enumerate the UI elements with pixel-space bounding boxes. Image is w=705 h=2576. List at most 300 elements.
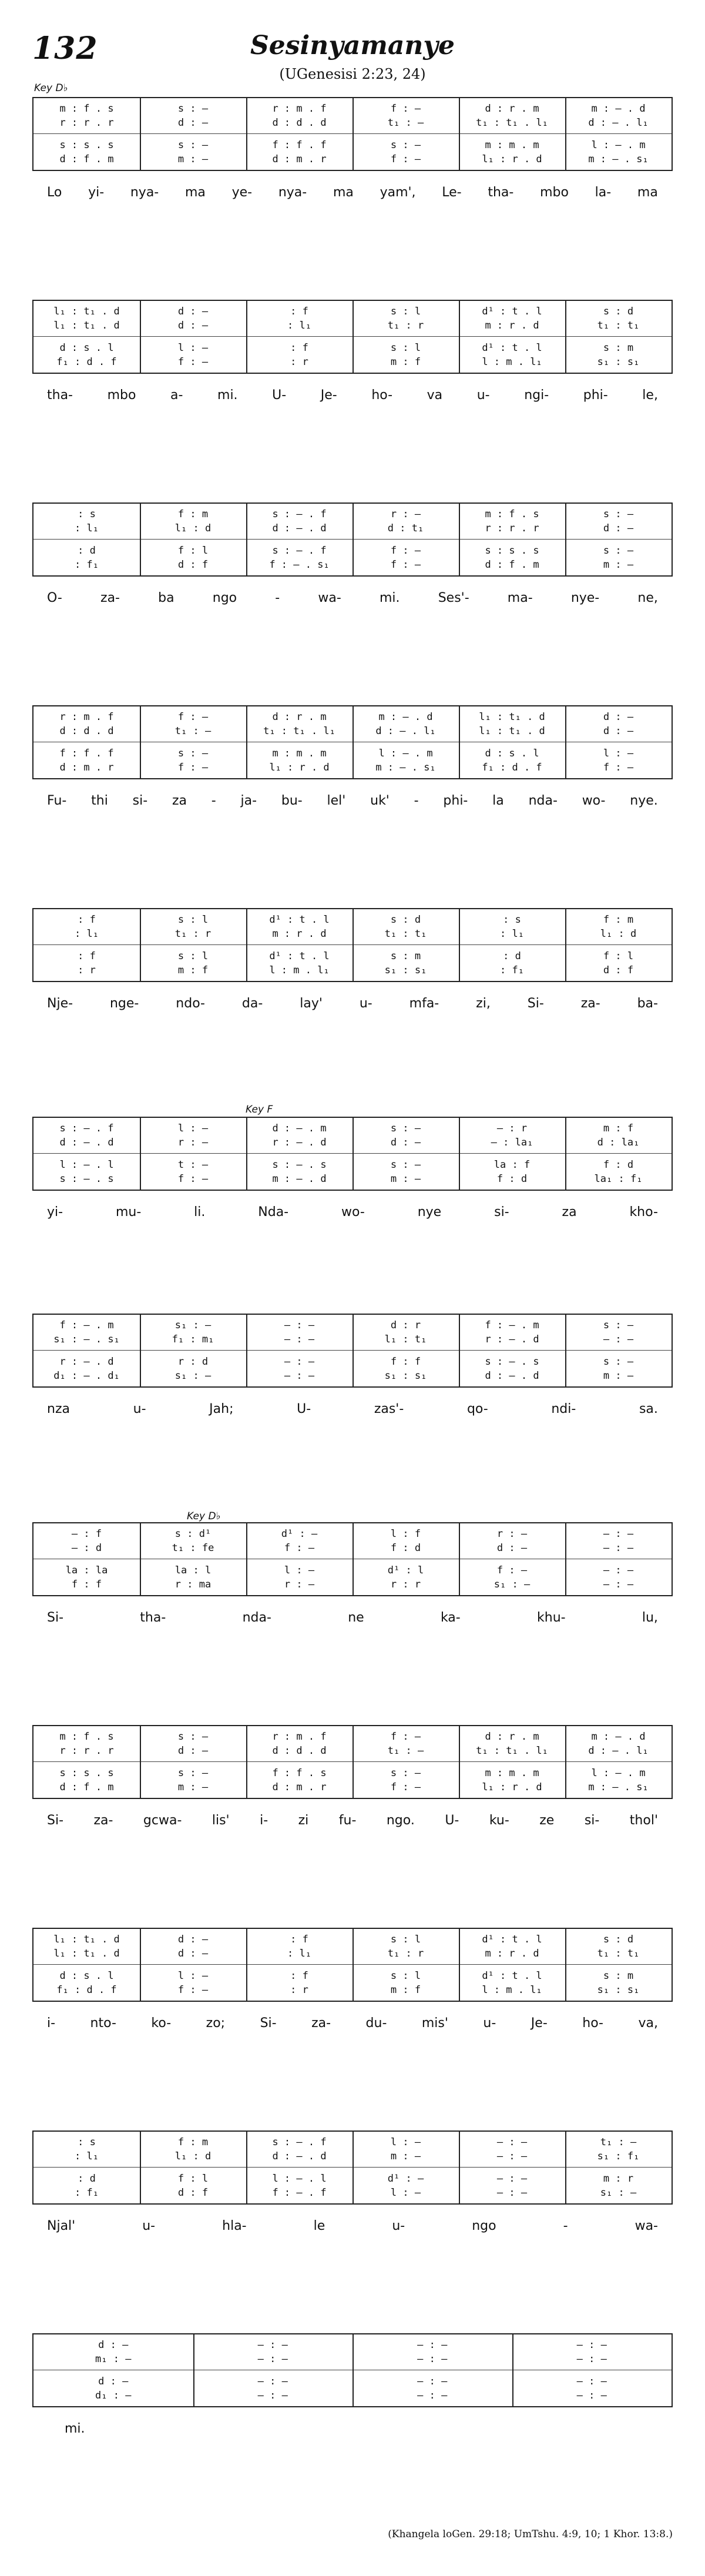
measure-notes: t₁ : t₁: [597, 1948, 640, 1959]
measure-notes: r : r . r: [485, 522, 539, 534]
measure-notes: s : s . s: [59, 1767, 114, 1779]
measure-notes: f : f . f: [59, 748, 114, 759]
measure-notes: d : f: [177, 2187, 209, 2199]
lyric-syllable: Je-: [320, 388, 337, 403]
lyric-syllable: ye-: [231, 185, 253, 200]
measure-notes: d : —: [177, 1745, 209, 1757]
measure-notes: d₁ : —: [95, 2390, 132, 2401]
measure-notes: l₁ : t₁: [384, 1334, 427, 1345]
measure-notes: r : m . f: [272, 103, 327, 115]
lyric-syllable: Je-: [531, 2016, 548, 2031]
measure-notes: s : —: [177, 103, 209, 115]
measure-notes: l : f: [390, 1528, 421, 1540]
measure-notes: f : —: [496, 1565, 528, 1576]
measure-notes: d : — . d: [485, 1370, 539, 1382]
hymn-subtitle: (UGenesisi 2:23, 24): [279, 66, 426, 82]
measure-notes: d : f . m: [485, 559, 539, 571]
key-signature: Key D♭: [34, 82, 68, 94]
measure-notes: — : r: [496, 1123, 528, 1134]
voice-row: [33, 927, 672, 941]
measure-notes: t₁ : —: [387, 1745, 424, 1757]
voice-row: [33, 1577, 672, 1592]
measure-notes: f : —: [390, 153, 421, 165]
measure-notes: m : f . s: [59, 103, 114, 115]
measure-notes: m : f: [177, 964, 209, 976]
lyric-syllable: za-: [580, 996, 600, 1011]
voice-row: [33, 1527, 672, 1541]
measure-notes: r : — . d: [59, 1356, 114, 1368]
measure-notes: : d: [78, 2173, 96, 2185]
measure-notes: d : r . m: [272, 711, 327, 723]
measure-notes: m : m . m: [485, 1767, 539, 1779]
music-system: [32, 2131, 673, 2205]
lyric-syllable: kho-: [629, 1205, 658, 1220]
music-system: [32, 1117, 673, 1191]
voice-row: [33, 1932, 672, 1947]
lyrics-line: [47, 388, 658, 403]
measure-notes: d : m . r: [272, 1781, 327, 1793]
lyric-syllable: zas'-: [374, 1402, 404, 1416]
measure-notes: s : d: [390, 914, 421, 926]
measure-notes: — : —: [603, 1528, 634, 1540]
measure-notes: d : —: [603, 725, 634, 737]
measure-notes: m : —: [603, 1370, 634, 1382]
lyric-syllable: mbo: [540, 185, 569, 200]
measure-notes: s : d¹: [174, 1528, 212, 1540]
voice-row: [33, 1730, 672, 1744]
measure-notes: m : — . d: [378, 711, 433, 723]
lyric-syllable: Si-: [527, 996, 544, 1011]
measure-notes: f : l: [177, 545, 209, 557]
lyric-syllable: ka-: [440, 1610, 461, 1625]
lyric-syllable: nye-: [570, 591, 600, 605]
voice-row: [33, 304, 672, 319]
lyric-syllable: nya-: [130, 185, 159, 200]
measure-notes: : l₁: [75, 928, 99, 940]
measure-notes: l₁ : d: [600, 928, 637, 940]
measure-notes: t₁ : —: [174, 725, 212, 737]
measure-notes: d : m . r: [59, 762, 114, 773]
lyric-syllable: Ses'-: [438, 591, 469, 605]
voice-row: [33, 1172, 672, 1186]
measure-notes: f : d: [603, 1159, 634, 1171]
hymn-number: 132: [32, 31, 98, 66]
measure-notes: s₁ : f₁: [597, 2150, 640, 2162]
voice-row: [33, 1780, 672, 1794]
measure-notes: t₁ : —: [387, 117, 424, 129]
lyric-syllable: za-: [93, 1813, 113, 1828]
measure-notes: m : f . s: [59, 1731, 114, 1743]
lyric-syllable: ja-: [240, 793, 257, 808]
lyric-syllable: hla-: [222, 2219, 247, 2233]
measure-notes: s : — . s: [485, 1356, 539, 1368]
lyric-syllable: ba: [158, 591, 174, 605]
measure-notes: l : — . l: [272, 2173, 327, 2185]
measure-notes: l : m . l₁: [269, 964, 330, 976]
measure-notes: l : —: [177, 342, 209, 354]
measure-notes: f₁ : m₁: [172, 1334, 214, 1345]
lyric-syllable: nye: [417, 1205, 442, 1220]
measure-notes: d : —: [603, 522, 634, 534]
lyric-syllable: mi.: [379, 591, 400, 605]
measure-notes: f₁ : d . f: [482, 762, 542, 773]
measure-notes: d : — . d: [59, 1137, 114, 1148]
measure-notes: s : —: [603, 1319, 634, 1331]
measure-notes: d¹ : t . l: [269, 950, 330, 962]
lyric-syllable: wa-: [634, 2219, 658, 2233]
lyric-syllable: ho-: [371, 388, 393, 403]
voice-row: [33, 341, 672, 355]
measure-notes: d¹ : t . l: [482, 306, 542, 317]
voice-row: [33, 1332, 672, 1346]
voice-row: [33, 558, 672, 572]
measure-notes: s : —: [390, 1123, 421, 1134]
lyric-syllable: yam',: [380, 185, 416, 200]
measure-notes: — : —: [603, 1542, 634, 1554]
lyric-syllable: za: [562, 1205, 577, 1220]
measure-notes: r : m . f: [59, 711, 114, 723]
measure-notes: l : —: [390, 2136, 421, 2148]
voice-row: [33, 2186, 672, 2200]
measure-notes: — : —: [284, 1319, 315, 1331]
measure-notes: f : —: [390, 103, 421, 115]
measure-notes: m : —: [390, 2150, 421, 2162]
measure-notes: s₁ : s₁: [384, 964, 427, 976]
measure-notes: t₁ : t₁: [384, 928, 427, 940]
measure-notes: f : d: [390, 1542, 421, 1554]
lyric-syllable: nto-: [90, 2016, 116, 2031]
lyric-syllable: Nda-: [258, 1205, 289, 1220]
measure-notes: m : r . d: [485, 1948, 539, 1959]
measure-notes: d¹ : —: [281, 1528, 318, 1540]
measure-notes: : f₁: [75, 559, 99, 571]
measure-notes: l₁ : t₁ . d: [53, 306, 120, 317]
measure-notes: s : —: [390, 139, 421, 151]
measure-notes: d : f . m: [59, 153, 114, 165]
measure-notes: d : —: [98, 2376, 129, 2387]
measure-notes: : f: [290, 342, 308, 354]
music-system: [32, 2333, 673, 2407]
measure-notes: l₁ : t₁ . d: [53, 1948, 120, 1959]
measure-notes: l₁ : d: [174, 2150, 212, 2162]
measure-notes: r : m . f: [272, 1731, 327, 1743]
lyric-syllable: du-: [365, 2016, 387, 2031]
lyric-syllable: Si-: [260, 2016, 277, 2031]
lyric-syllable: nye.: [630, 793, 658, 808]
lyric-syllable: Njal': [47, 2219, 76, 2233]
measure-notes: d : —: [98, 2339, 129, 2351]
voice-row: [33, 1318, 672, 1332]
voice-row: [33, 2389, 672, 2403]
measure-notes: l : — . m: [591, 1767, 646, 1779]
voice-row: [33, 1158, 672, 1172]
measure-notes: s : m: [603, 1970, 634, 1982]
measure-notes: — : —: [496, 2150, 528, 2162]
lyric-syllable: U-: [272, 388, 287, 403]
measure-notes: t₁ : r: [387, 1948, 424, 1959]
lyrics-line: [47, 793, 658, 808]
lyric-syllable: ngo: [212, 591, 237, 605]
lyric-syllable: ne: [348, 1610, 364, 1625]
lyric-syllable: li.: [194, 1205, 206, 1220]
lyric-syllable: ma: [637, 185, 658, 200]
music-system: [32, 908, 673, 982]
voice-row: [33, 319, 672, 333]
measure-notes: m : —: [177, 153, 209, 165]
measure-notes: : f: [78, 914, 96, 926]
measure-notes: : f: [290, 1970, 308, 1982]
voice-row: [33, 1121, 672, 1135]
measure-notes: f : —: [177, 1984, 209, 1996]
lyric-syllable: ba-: [637, 996, 658, 1011]
measure-notes: : f: [290, 306, 308, 317]
measure-notes: d : —: [496, 1542, 528, 1554]
lyric-syllable: i-: [47, 2016, 56, 2031]
measure-notes: s : — . f: [59, 1123, 114, 1134]
lyric-syllable: si-: [132, 793, 148, 808]
measure-notes: d : —: [177, 320, 209, 331]
measure-notes: m : f: [390, 1984, 421, 1996]
lyric-syllable: fu-: [338, 1813, 357, 1828]
measure-notes: s₁ : s₁: [384, 1370, 427, 1382]
lyric-syllable: va: [427, 388, 443, 403]
measure-notes: d : f: [177, 559, 209, 571]
measure-notes: d¹ : t . l: [269, 914, 330, 926]
lyric-syllable: u-: [133, 1402, 146, 1416]
measure-notes: — : —: [576, 2376, 607, 2387]
measure-notes: d : —: [177, 1934, 209, 1945]
lyric-syllable: wa-: [318, 591, 341, 605]
measure-notes: r : r . r: [59, 117, 114, 129]
measure-notes: : l₁: [287, 1948, 311, 1959]
lyric-syllable: tha-: [140, 1610, 166, 1625]
measure-notes: s : —: [177, 748, 209, 759]
voice-row: [33, 116, 672, 130]
voice-row: [33, 2149, 672, 2163]
measure-notes: s : — . f: [272, 2136, 327, 2148]
measure-notes: s : l: [177, 914, 209, 926]
measure-notes: s : — . f: [272, 545, 327, 557]
measure-notes: t₁ : —: [600, 2136, 637, 2148]
measure-notes: f : —: [390, 1731, 421, 1743]
lyric-syllable: khu-: [537, 1610, 566, 1625]
voice-row: [33, 724, 672, 738]
measure-notes: s : —: [177, 139, 209, 151]
voice-row: [33, 1541, 672, 1555]
measure-notes: l : —: [177, 1970, 209, 1982]
measure-notes: s : s . s: [59, 139, 114, 151]
measure-notes: — : —: [603, 1579, 634, 1590]
measure-notes: l : — . m: [378, 748, 433, 759]
music-system: [32, 1314, 673, 1388]
voice-row: [33, 1355, 672, 1369]
measure-notes: la : f: [494, 1159, 531, 1171]
lyric-syllable: Lo: [47, 185, 62, 200]
lyric-syllable: va,: [638, 2016, 658, 2031]
measure-notes: d₁ : — . d₁: [53, 1370, 120, 1382]
measure-notes: m₁ : —: [95, 2353, 132, 2365]
lyric-syllable: O-: [47, 591, 62, 605]
measure-notes: — : f: [71, 1528, 102, 1540]
key-signature: Key F: [246, 1104, 273, 1116]
measure-notes: r : —: [177, 1137, 209, 1148]
measure-notes: f : f . f: [272, 139, 327, 151]
lyric-syllable: la-: [595, 185, 612, 200]
measure-notes: s : d: [603, 1934, 634, 1945]
lyric-syllable: le,: [642, 388, 658, 403]
measure-notes: — : —: [576, 2339, 607, 2351]
lyric-syllable: u-: [483, 2016, 496, 2031]
measure-notes: r : ma: [174, 1579, 212, 1590]
lyric-syllable: tha-: [488, 185, 514, 200]
voice-row: [33, 2374, 672, 2389]
measure-notes: d : la₁: [597, 1137, 640, 1148]
lyric-syllable: mu-: [115, 1205, 142, 1220]
measure-notes: s : l: [390, 1934, 421, 1945]
measure-notes: — : —: [257, 2353, 288, 2365]
measure-notes: — : —: [603, 1334, 634, 1345]
lyric-syllable: nza: [47, 1402, 70, 1416]
measure-notes: f : m: [177, 508, 209, 520]
measure-notes: f : —: [390, 545, 421, 557]
measure-notes: : l₁: [500, 928, 524, 940]
lyrics-line: [47, 1610, 658, 1625]
lyric-syllable: ma: [333, 185, 354, 200]
measure-notes: m : m . m: [485, 139, 539, 151]
measure-notes: d¹ : —: [387, 2173, 424, 2185]
lyric-syllable: u-: [142, 2219, 156, 2233]
lyric-syllable: wo-: [341, 1205, 365, 1220]
measure-notes: l : m . l₁: [482, 356, 542, 368]
lyric-syllable: nda-: [242, 1610, 271, 1625]
measure-notes: l₁ : r . d: [482, 1781, 542, 1793]
hymn-title: Sesinyamanye: [250, 31, 455, 61]
measure-notes: l₁ : t₁ . d: [53, 320, 120, 331]
lyric-syllable: za-: [311, 2016, 331, 2031]
measure-notes: d : d . d: [59, 725, 114, 737]
lyric-syllable: ne,: [637, 591, 658, 605]
measure-notes: — : —: [417, 2339, 448, 2351]
lyric-syllable: mfa-: [409, 996, 439, 1011]
measure-notes: f : f . s: [272, 1767, 327, 1779]
measure-notes: d : — . d: [272, 2150, 327, 2162]
lyric-syllable: za-: [100, 591, 120, 605]
measure-notes: : r: [290, 1984, 308, 1996]
lyric-syllable: -: [275, 591, 280, 605]
lyric-syllable: thi: [91, 793, 108, 808]
measure-notes: d : — . d: [272, 522, 327, 534]
measure-notes: la : la: [65, 1565, 108, 1576]
lyric-syllable: Si-: [47, 1813, 64, 1828]
measure-notes: — : —: [284, 1334, 315, 1345]
measure-notes: la₁ : f₁: [594, 1173, 643, 1185]
voice-row: [33, 138, 672, 152]
measure-notes: f : —: [177, 1173, 209, 1185]
measure-notes: l₁ : r . d: [482, 153, 542, 165]
measure-notes: l₁ : t₁ . d: [53, 1934, 120, 1945]
measure-notes: l : — . l: [59, 1159, 114, 1171]
scripture-references: (Khangela loGen. 29:18; UmTshu. 4:9, 10; 1 Khor. 13:8.): [388, 2528, 673, 2540]
lyric-syllable: Si-: [47, 1610, 64, 1625]
measure-notes: l : — . m: [591, 139, 646, 151]
lyric-syllable: thol': [629, 1813, 658, 1828]
music-system: [32, 97, 673, 171]
measure-notes: s : d: [603, 306, 634, 317]
measure-notes: m : r . d: [272, 928, 327, 940]
measure-notes: — : —: [284, 1356, 315, 1368]
lyric-syllable: mbo: [107, 388, 136, 403]
voice-row: [33, 1766, 672, 1780]
lyric-syllable: phi-: [443, 793, 468, 808]
measure-notes: m : f . s: [485, 508, 539, 520]
lyric-syllable: mis': [421, 2016, 448, 2031]
measure-notes: : f₁: [75, 2187, 99, 2199]
measure-notes: l₁ : d: [174, 522, 212, 534]
measure-notes: f : —: [177, 762, 209, 773]
lyric-syllable: za: [172, 793, 187, 808]
lyric-syllable: ko-: [151, 2016, 172, 2031]
measure-notes: d : —: [603, 711, 634, 723]
measure-notes: r : d: [177, 1356, 209, 1368]
measure-notes: r : r: [390, 1579, 421, 1590]
measure-notes: s : —: [177, 1731, 209, 1743]
measure-notes: f : —: [390, 559, 421, 571]
measure-notes: — : —: [417, 2353, 448, 2365]
lyric-syllable: -: [211, 793, 216, 808]
measure-notes: s₁ : — . s₁: [53, 1334, 120, 1345]
measure-notes: m : — . d: [591, 1731, 646, 1743]
measure-notes: t₁ : r: [387, 320, 424, 331]
measure-notes: — : —: [284, 1370, 315, 1382]
measure-notes: d : f: [603, 964, 634, 976]
measure-notes: t₁ : t₁ . l₁: [476, 117, 548, 129]
measure-notes: d : r: [390, 1319, 421, 1331]
measure-notes: f : —: [603, 762, 634, 773]
measure-notes: l : —: [177, 1123, 209, 1134]
measure-notes: — : —: [257, 2339, 288, 2351]
measure-notes: la : l: [174, 1565, 212, 1576]
lyric-syllable: U-: [445, 1813, 459, 1828]
measure-notes: f₁ : d . f: [56, 356, 117, 368]
measure-notes: s : l: [390, 1970, 421, 1982]
voice-row: [33, 2135, 672, 2149]
voice-row: [33, 913, 672, 927]
measure-notes: f : d: [496, 1173, 528, 1185]
measure-notes: d : r . m: [485, 1731, 539, 1743]
measure-notes: l : m . l₁: [482, 1984, 542, 1996]
measure-notes: : l₁: [287, 320, 311, 331]
measure-notes: d : d . d: [272, 117, 327, 129]
measure-notes: s : — . f: [272, 508, 327, 520]
voice-row: [33, 1369, 672, 1383]
measure-notes: s₁ : —: [494, 1579, 531, 1590]
measure-notes: s : —: [603, 508, 634, 520]
measure-notes: s : m: [603, 342, 634, 354]
measure-notes: m : f: [390, 356, 421, 368]
measure-notes: m : m . m: [272, 748, 327, 759]
lyric-syllable: si-: [584, 1813, 600, 1828]
measure-notes: — : —: [576, 2390, 607, 2401]
measure-notes: t : —: [177, 1159, 209, 1171]
lyric-syllable: ndi-: [551, 1402, 576, 1416]
lyric-syllable: ho-: [582, 2016, 603, 2031]
lyric-syllable: yi-: [88, 185, 105, 200]
measure-notes: f : — . m: [59, 1319, 114, 1331]
voice-row: [33, 544, 672, 558]
measure-notes: d : s . l: [59, 342, 114, 354]
measure-notes: l₁ : r . d: [269, 762, 330, 773]
measure-notes: : l₁: [75, 2150, 99, 2162]
